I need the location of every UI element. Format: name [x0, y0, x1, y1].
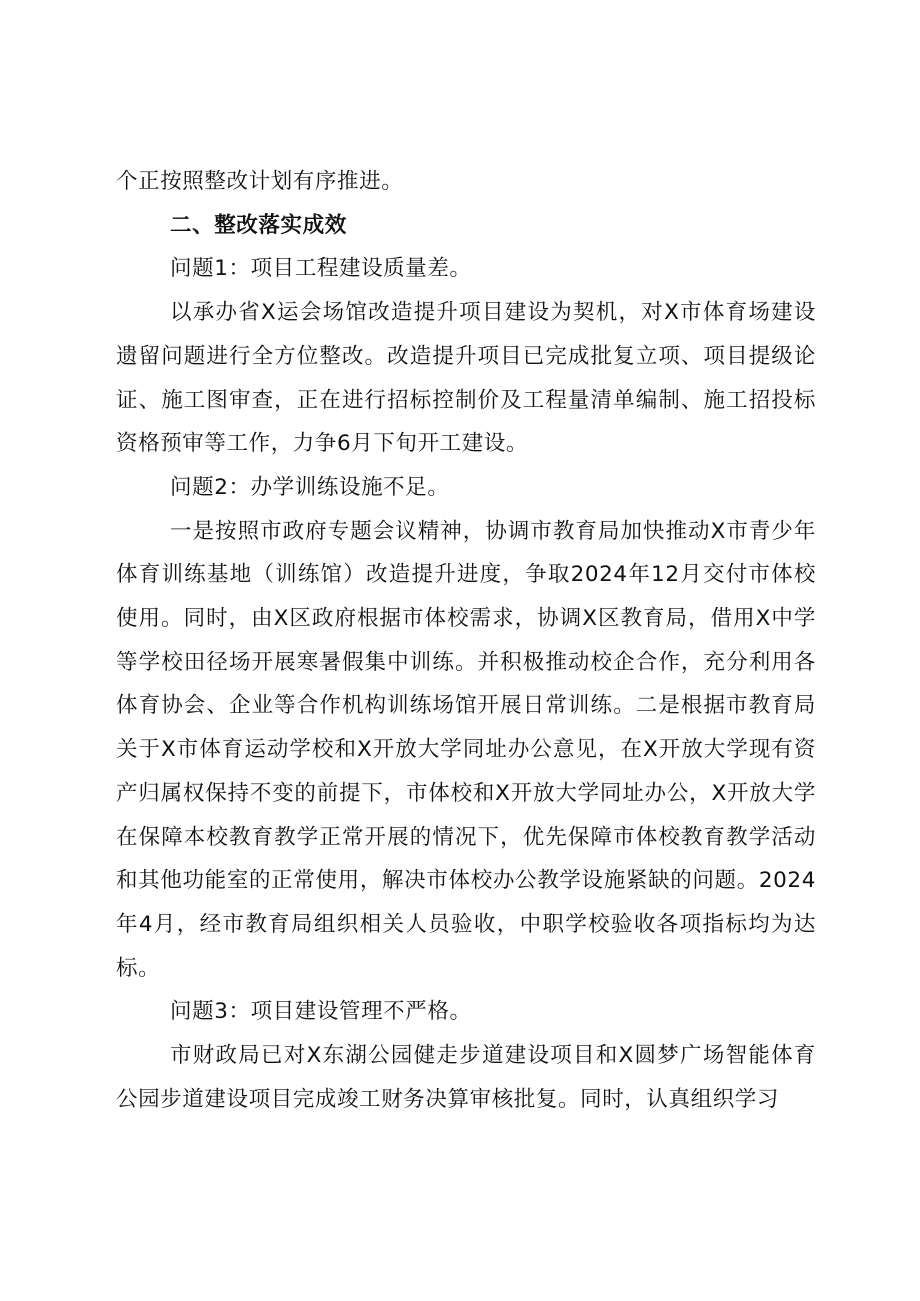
- section-heading: 二、整改落实成效: [170, 212, 347, 238]
- paragraph-continuation: 个正按照整改计划有序推进。: [116, 169, 404, 194]
- issue-2-body: 一是按照市政府专题会议精神，协调市教育局加快推动X市青少年体育训练基地（训练馆）改造提升进度，争取2024年12月交付市体校使用。同时，由X区政府根据市体校需求，协调X区教育局，借用X中学等学校田径场开展寒暑假集中训练。并积极推动校企合作，充分利用各体育协会、企业等合作机构训练场馆开展日常训练。二是根据市教育局关于X市体育运动学校和X开放大学同址办公意见，在X开放大学现有资产归属权保持不变的前提下，市体校和X开放大学同址办公，X开放大学在保障本校教育教学正常开展的情况下，优先保障市体校教育教学活动和其他功能室的正常使用，解决市体校办公教学设施紧缺的问题。2024年4月，经市教育局组织相关人员验收，中职学校验收各项指标均为达标。: [116, 518, 816, 981]
- issue-3-title: 问题3：项目建设管理不严格。: [170, 999, 472, 1025]
- document-body: [116, 160, 816, 1121]
- issue-1-title: 问题1：项目工程建设质量差。: [170, 256, 472, 282]
- issue-2-title: 问题2：办学训练设施不足。: [170, 474, 450, 500]
- issue-1-body: 以承办省X运会场馆改造提升项目建设为契机，对X市体育场建设遗留问题进行全方位整改。改造提升项目已完成批复立项、项目提级论证、施工图审查，正在进行招标控制价及工程量清单编制、施工招投标资格预审等工作，力争6月下旬开工建设。: [116, 300, 816, 457]
- issue-3-body: 市财政局已对X东湖公园健走步道建设项目和X圆梦广场智能体育公园步道建设项目完成竣工财务决算审核批复。同时，认真组织学习: [116, 1043, 816, 1112]
